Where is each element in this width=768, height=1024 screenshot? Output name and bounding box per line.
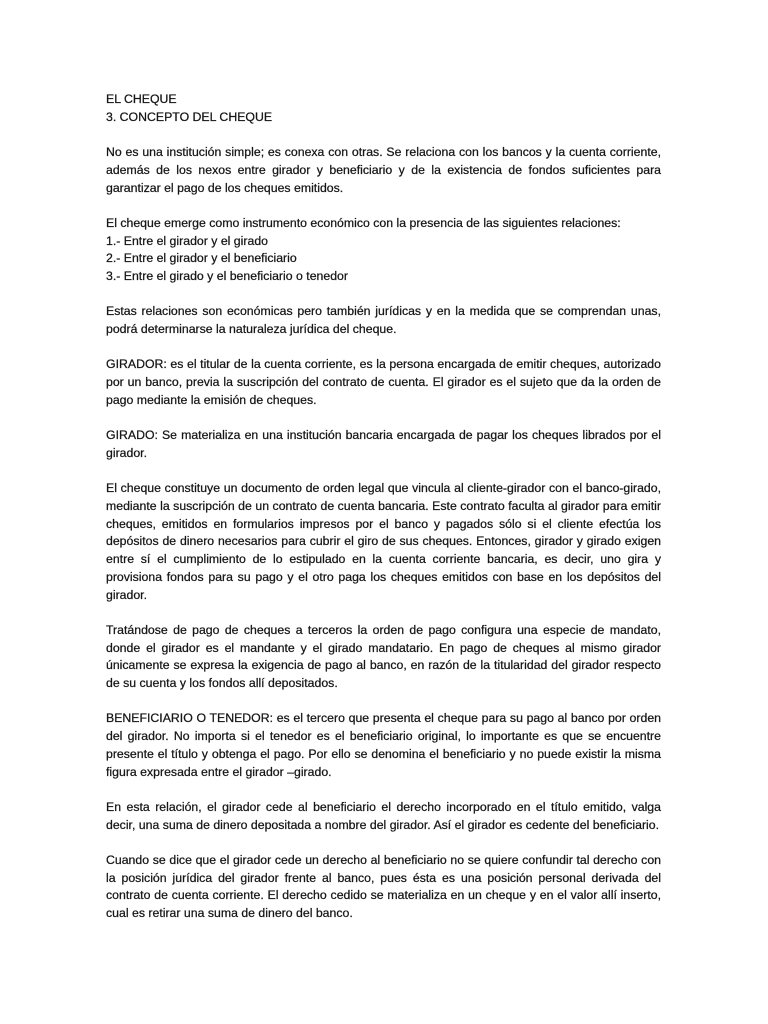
paragraph-right-ceded: Cuando se dice que el girador cede un derecho al beneficiario no se quiere confundir tal derecho con la posición jurídica del girador frente al banco, pues ésta es una posición personal derivada del contrato de cuenta corriente. El derecho cedido se materializa en un cheque y en el valor allí inserto, cual es retirar una suma de dinero del banco. <box>106 853 661 921</box>
paragraph-girador <box>106 356 661 409</box>
list-item: 1.- Entre el girador y el girado <box>106 233 268 248</box>
paragraph-beneficiario <box>106 710 661 781</box>
list-item: 3.- Entre el girado y el beneficiario o tenedor <box>106 269 348 283</box>
document-title: EL CHEQUE <box>106 92 177 106</box>
list-item: 2.- Entre el girador y el beneficiario <box>106 251 297 266</box>
paragraph-girado <box>106 427 661 462</box>
paragraph-mandate: Tratándose de pago de cheques a terceros la orden de pago configura una especie de mandato, donde el girador es el mandante y el girado mandatario. En pago de cheques al mismo girador únicamente se expresa la exigencia de pago al banco, en razón de la titularidad del girador respecto de su cuenta y los fondos allí depositados. <box>106 622 661 691</box>
definition-girado: Se materializa en una institución bancaria encargada de pagar los cheques librados por el girador. <box>106 428 661 460</box>
term-beneficiario: BENEFICIARIO O TENEDOR: <box>106 711 274 726</box>
term-girado: GIRADO: <box>106 428 158 443</box>
term-girador: GIRADOR: <box>106 357 167 372</box>
paragraph-relations-nature: Estas relaciones son económicas pero también jurídicas y en la medida que se comprendan unas, podrá determinarse la naturaleza jurídica del cheque. <box>106 304 661 337</box>
relations-list <box>106 233 661 286</box>
paragraph-relations-intro: El cheque emerge como instrumento económico con la presencia de las siguientes relaciones: <box>106 215 621 230</box>
paragraph-contract: El cheque constituye un documento de orden legal que vincula al cliente-girador con el banco-girado, mediante la suscripción de un contrato de cuenta bancaria. Este contrato faculta al girador para emitir cheques, emitidos en formularios impresos por el banco y pagados sólo si el cliente efectúa los depósitos de dinero necesarios para cubrir el giro de sus cheques. Entonces, girador y girado exigen entre sí el cumplimiento de lo estipulado en la cuenta corriente bancaria, es decir, uno gira y provisiona fondos para su pago y el otro paga los cheques emitidos con base en los depósitos del girador. <box>106 481 661 602</box>
paragraph-cession: En esta relación, el girador cede al beneficiario el derecho incorporado en el título emitido, valga decir, una suma de dinero depositada a nombre del girador. Así el girador es cedente del beneficiario. <box>106 799 661 832</box>
section-heading: 3. CONCEPTO DEL CHEQUE <box>106 109 273 124</box>
definition-beneficiario: es el tercero que presenta el cheque para su pago al banco por orden del girador. No importa si el tenedor es el beneficiario original, lo importante es que se encuentre presente el título y obtenga el pago. Por ello se denomina el beneficiario y no puede existir la misma figura expresada entre el girador –girado. <box>106 711 661 779</box>
document-page <box>106 91 661 941</box>
definition-girador: es el titular de la cuenta corriente, es la persona encargada de emitir cheques, autorizado por un banco, previa la suscripción del contrato de cuenta. El girador es el sujeto que da la orden de pago mediante la emisión de cheques. <box>106 357 661 407</box>
paragraph-intro: No es una institución simple; es conexa con otras. Se relaciona con los bancos y la cuenta corriente, además de los nexos entre girador y beneficiario y de la existencia de fondos suficientes para garantizar el pago de los cheques emitidos. <box>106 145 661 195</box>
